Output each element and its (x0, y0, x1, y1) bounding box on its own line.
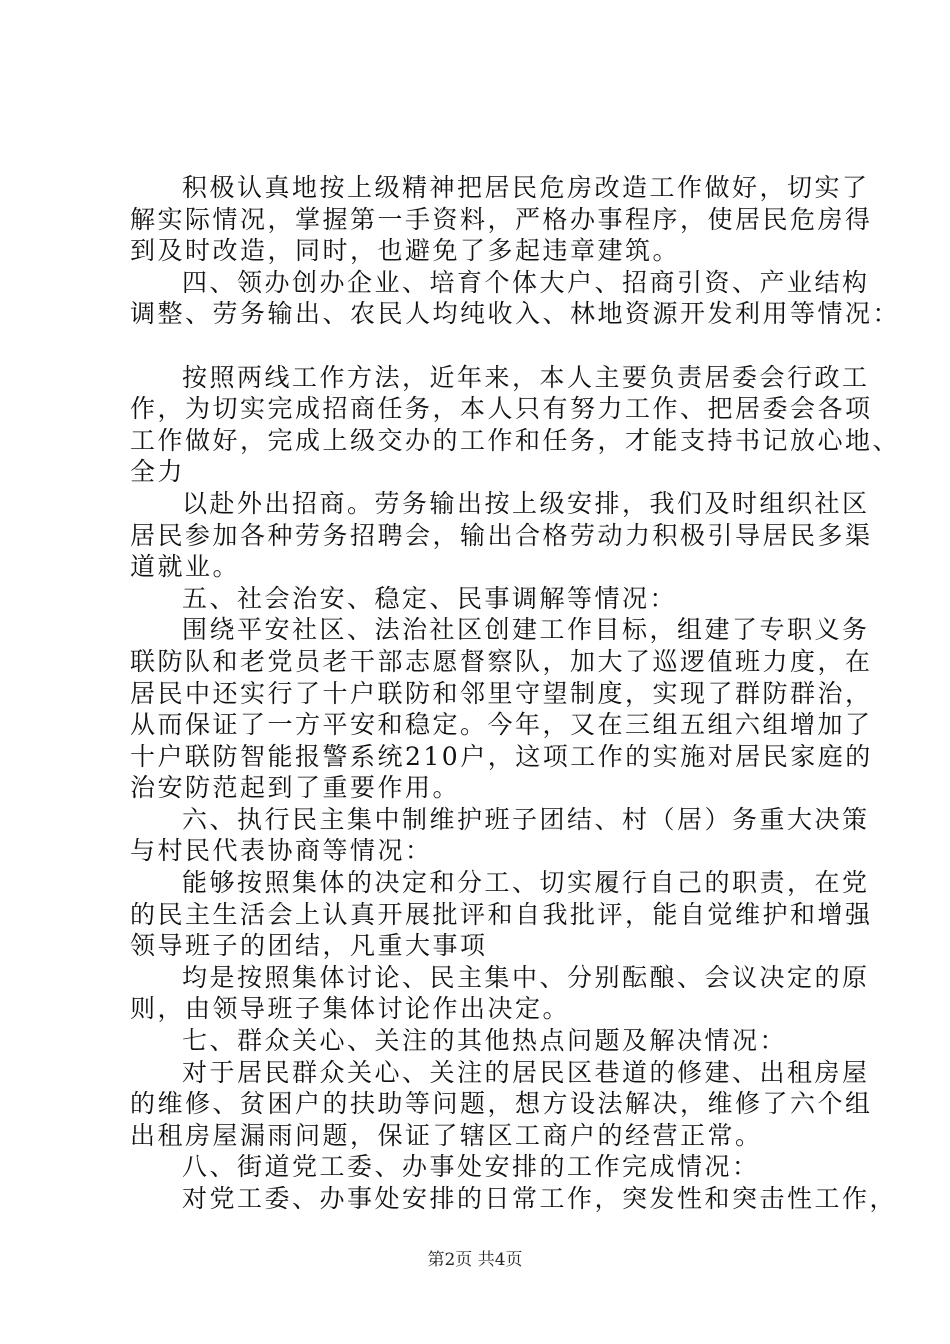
text-line: 能够按照集体的决定和分工、切实履行自己的职责，在党 (182, 868, 870, 898)
text-line: 均是按照集体讨论、民主集中、分别酝酿、会议决定的原 (182, 962, 870, 992)
text-line: 按照两线工作方法，近年来，本人主要负责居委会行政工 (182, 362, 870, 392)
text-line: 的维修、贫困户的扶助等问题，想方设法解决，维修了六个组 (130, 1089, 873, 1119)
text-line: 从而保证了一方平安和稳定。今年，又在三组五组六组增加了 (130, 710, 873, 740)
text-line: 对党工委、办事处安排的日常工作，突发性和突击性工作， (182, 1184, 898, 1213)
text-line: 作，为切实完成招商任务，本人只有努力工作、把居委会各项 (130, 394, 873, 424)
section-heading-line: 调整、劳务输出、农民人均纯收入、林地资源开发利用等情况： (130, 299, 901, 329)
text-line: 围绕平安社区、法治社区创建工作目标，组建了专职义务 (182, 615, 870, 645)
text-line: 联防队和老党员老干部志愿督察队，加大了巡逻值班力度，在 (130, 646, 873, 676)
page-number-label: 第2页 共4页 (427, 1250, 523, 1270)
section-heading-line: 六、执行民主集中制维护班子团结、村（居）务重大决策 (182, 804, 870, 834)
text-line: 解实际情况，掌握第一手资料，严格办事程序，使居民危房得 (130, 204, 873, 234)
text-line: 以赴外出招商。劳务输出按上级安排，我们及时组织社区 (182, 488, 870, 518)
section-heading-line: 五、社会治安、稳定、民事调解等情况： (182, 583, 678, 613)
text-line: 居民参加各种劳务招聘会，输出合格劳动力积极引导居民多渠 (130, 520, 873, 550)
text-line: 的民主生活会上认真开展批评和自我批评，能自觉维护和增强 (130, 899, 873, 929)
text-line: 领导班子的团结，凡重大事项 (130, 931, 488, 961)
document-body (130, 172, 901, 1215)
text-line: 道就业。 (130, 552, 241, 582)
text-line: 对于居民群众关心、关注的居民区巷道的修建、出租房屋 (182, 1057, 870, 1087)
section-heading-line: 四、领办创办企业、培育个体大户、招商引资、产业结构 (182, 267, 870, 297)
text-line: 治安防范起到了重要作用。 (130, 773, 461, 803)
text-line: 出租房屋漏雨问题，保证了辖区工商户的经营正常。 (130, 1120, 763, 1150)
text-line: 工作做好，完成上级交办的工作和任务，才能支持书记放心地、 (130, 425, 901, 455)
text-line: 积极认真地按上级精神把居民危房改造工作做好，切实了 (182, 173, 870, 202)
section-heading-line: 七、群众关心、关注的其他热点问题及解决情况： (182, 1026, 788, 1056)
text-line: 到及时改造，同时，也避免了多起违章建筑。 (130, 236, 681, 266)
section-heading-line: 八、街道党工委、办事处安排的工作完成情况： (182, 1152, 760, 1182)
blank-line (130, 330, 845, 362)
page-footer (0, 1249, 950, 1271)
text-line: 十户联防智能报警系统210户，这项工作的实施对居民家庭的 (130, 741, 873, 771)
text-line: 居民中还实行了十户联防和邻里守望制度，实现了群防群治， (130, 678, 873, 708)
text-line: 则，由领导班子集体讨论作出决定。 (130, 994, 571, 1024)
section-heading-line: 与村民代表协商等情况： (130, 836, 433, 866)
text-line: 全力 (130, 457, 186, 487)
